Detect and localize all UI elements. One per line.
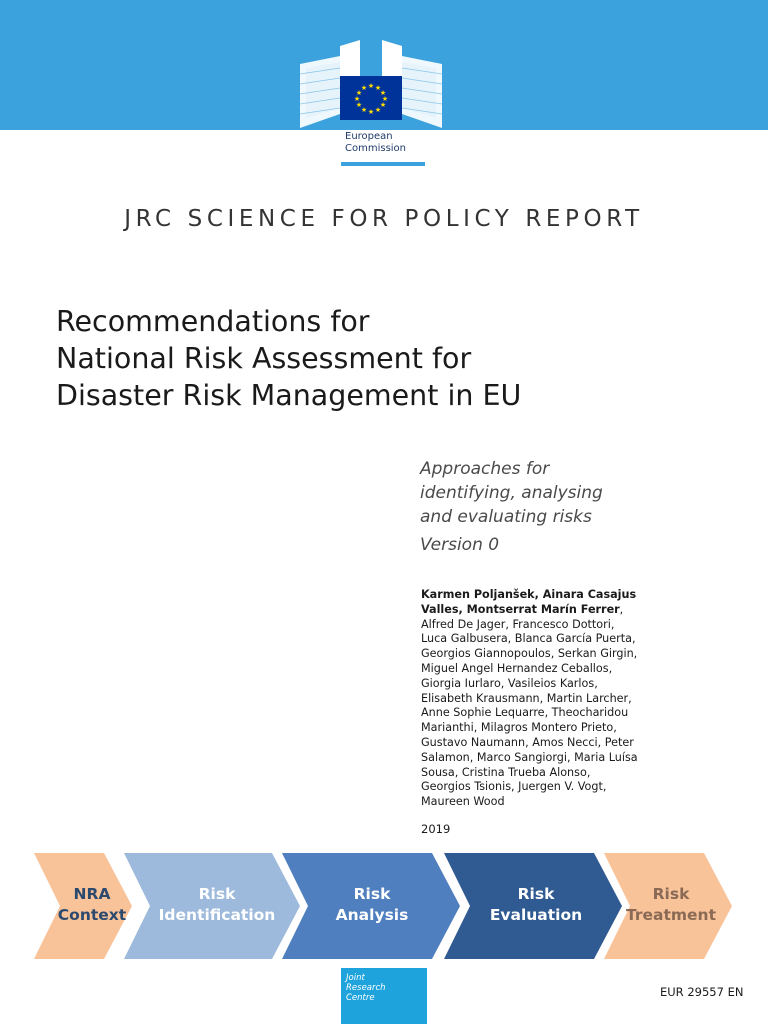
author-line: Miguel Angel Hernandez Ceballos, [421,661,613,675]
step-label-line1: Risk [652,885,690,903]
jrc-line1: Joint [346,973,365,983]
svg-text:★: ★ [367,82,375,90]
author-line: Sousa, Cristina Trueba Alonso, [421,765,591,779]
step-label-line1: Risk [353,885,391,903]
svg-text:★: ★ [367,108,375,116]
svg-text:★: ★ [381,95,389,103]
step-label-nra-context [56,884,128,926]
version-label: Version 0 [420,535,500,555]
svg-text:★: ★ [360,84,368,92]
author-line: Alfred De Jager, Francesco Dottori, [421,617,615,631]
svg-text:★: ★ [355,89,363,97]
step-label-line2: Treatment [626,906,717,924]
publication-year: 2019 [421,822,451,836]
author-line: Georgios Giannopoulos, Serkan Girgin, [421,647,638,661]
subtitle-line3: and evaluating risks [420,507,592,527]
series-title: JRC SCIENCE FOR POLICY REPORT [124,206,644,232]
step-label-line2: Evaluation [489,906,583,924]
author-line: Giorgia Iurlaro, Vasileios Karlos, [421,676,598,690]
report-number: EUR 29557 EN [660,985,744,999]
jrc-logo-box [341,968,427,1024]
lead-authors-line1: Karmen Poljanšek, Ainara Casajus [421,588,637,601]
svg-text:★: ★ [379,101,387,109]
step-label-line1: NRA [73,885,111,903]
author-line: Marianthi, Milagros Montero Prieto, [421,721,617,735]
lead-authors-line2: Valles, Montserrat Marín Ferrer [421,602,620,616]
step-label-line2: Identification [158,906,276,924]
author-line: Salamon, Marco Sangiorgi, Maria Luísa [421,750,638,764]
author-list [421,588,751,810]
author-line: Anne Sophie Lequarre, Theocharidou [421,706,629,720]
step-label-risk-evaluation [466,884,606,926]
title-line1: Recommendations for [56,305,370,338]
author-line: Gustavo Naumann, Amos Necci, Peter [421,735,634,749]
logo-underline [341,162,425,166]
title-line3: Disaster Risk Management in EU [56,379,522,412]
author-line: Georgios Tsionis, Juergen V. Vogt, [421,780,607,794]
step-label-line1: Risk [517,885,555,903]
svg-text:★: ★ [353,95,361,103]
author-line: Maureen Wood [421,795,505,809]
svg-text:★: ★ [374,84,382,92]
svg-text:★: ★ [360,106,368,114]
subtitle-line1: Approaches for [420,459,550,479]
risk-process-chevrons [0,850,768,962]
logo-caption-line1: European [345,131,393,142]
step-label-line2: Analysis [335,906,409,924]
report-subtitle [420,457,603,529]
svg-text:★: ★ [379,89,387,97]
report-title [56,303,521,414]
logo-caption-line2: Commission [345,143,407,154]
jrc-line3: Centre [346,993,375,1003]
jrc-line2: Research [346,983,386,993]
step-label-risk-analysis [304,884,440,926]
title-line2: National Risk Assessment for [56,342,472,375]
step-label-line2: Context [57,906,127,924]
lead-authors-comma: , [619,602,624,616]
svg-text:★: ★ [374,106,382,114]
step-label-line1: Risk [198,885,236,903]
logo-caption [345,131,406,155]
author-line: Elisabeth Krausmann, Martin Larcher, [421,691,632,705]
subtitle-line2: identifying, analysing [420,483,603,503]
step-label-risk-identification [150,884,284,926]
author-line: Luca Galbusera, Blanca García Puerta, [421,632,636,646]
jrc-logo-text [346,973,386,1003]
svg-text:★: ★ [355,101,363,109]
step-label-risk-treatment [626,884,716,926]
